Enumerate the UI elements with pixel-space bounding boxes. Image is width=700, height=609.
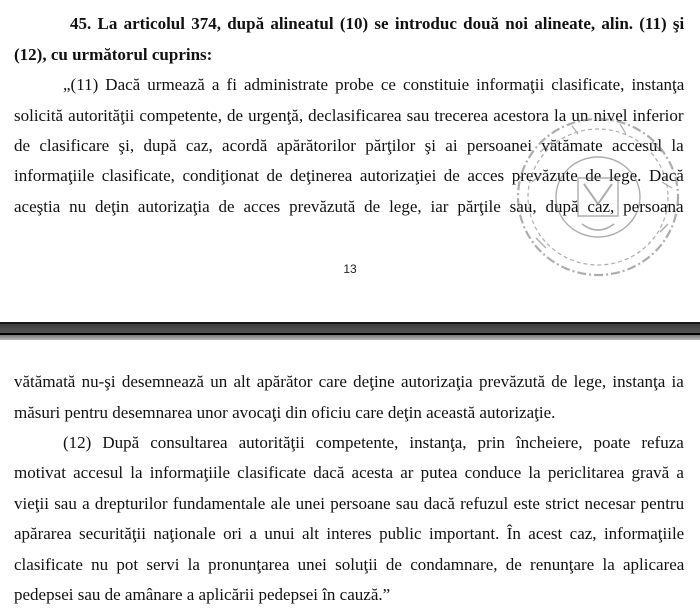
- article-heading-line-1: 45. La articolul 374, după alineatul (10) se introduc două noi alineate, alin. (11) şi: [70, 14, 685, 33]
- bottom-page: [0, 340, 700, 609]
- paragraph-11-line-3: de clasificare şi, după caz, acordă apărătorilor părţilor şi ai persoanei vătămate accesul la: [14, 136, 684, 155]
- page-number: 13: [343, 262, 357, 276]
- paragraph-11-continuation-line-2: măsuri pentru desemnarea unor avocaţi din oficiu care deţin această autorizaţie.: [14, 403, 556, 422]
- paragraph-12-line-2: motivat accesul la informaţiile clasificate dacă acesta ar putea conduce la periclitarea gravă a: [14, 463, 684, 482]
- paragraph-12-line-5: clasificate nu pot servi la pronunţarea unei soluţii de condamnare, de renunţare la aplicarea: [14, 555, 685, 574]
- page-break-divider: [0, 322, 700, 340]
- paragraph-12-line-6: pedepsei sau de amânare a aplicării pedepsei în cauză.”: [14, 585, 391, 604]
- paragraph-11-continuation-line-1: vătămată nu-şi desemnează un alt apărător care deţine autorizaţia prevăzută de lege, instanţa ia: [14, 372, 684, 391]
- paragraph-12-line-3: vieţii sau a drepturilor fundamentale ale unei persoane sau dacă refuzul este strict necesar pentru: [14, 494, 685, 513]
- paragraph-11-line-1: „(11) Dacă urmează a fi administrate probe ce constituie informaţii clasificate, instanţa: [63, 75, 685, 94]
- paragraph-11-line-2: solicită autorităţii competente, de urgenţă, declasificarea sau trecerea acestora la un nivel inferior: [14, 106, 684, 125]
- article-heading-line-2: (12), cu următorul cuprins:: [14, 45, 213, 64]
- official-seal-stamp-icon: [512, 112, 684, 282]
- paragraph-12-line-1: (12) După consultarea autorităţii competente, instanţa, prin încheiere, poate refuza: [63, 433, 684, 452]
- paragraph-12-line-4: apărarea securităţii naţionale ori a unui alt interes public important. În acest caz, informaţiile: [14, 524, 685, 543]
- paragraph-11-line-5: aceştia nu deţin autorizaţia de acces prevăzută de lege, iar părţile sau, după caz, persoana: [14, 197, 684, 216]
- paragraph-11-line-4: informaţiile clasificate, condiţionat de deţinerea autorizaţiei de acces prevăzute de lege. Dacă: [14, 166, 684, 185]
